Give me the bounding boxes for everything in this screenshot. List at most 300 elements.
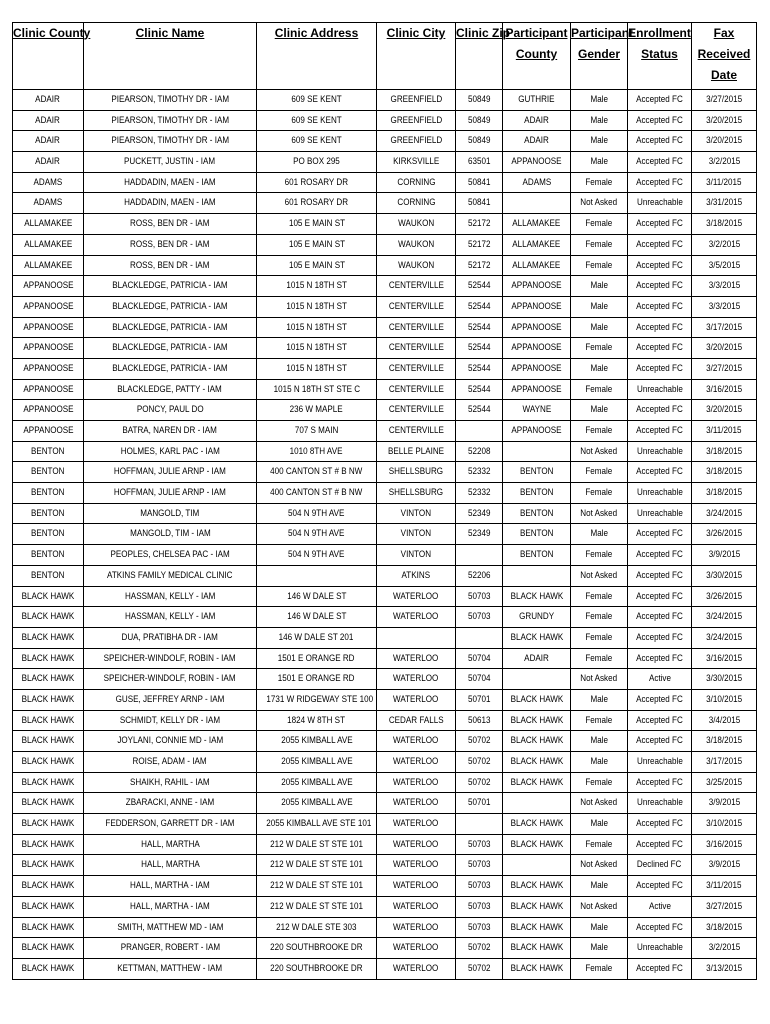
table-row	[13, 958, 757, 979]
cell-text: 50613	[467, 714, 491, 726]
cell-text: Male	[590, 818, 608, 830]
cell-county	[13, 379, 84, 400]
cell-text: Female	[585, 238, 613, 250]
cell-county	[13, 772, 84, 793]
cell-address	[257, 193, 377, 214]
cell-text: 50703	[467, 921, 491, 933]
cell-text: 52544	[467, 362, 491, 374]
cell-county	[13, 214, 84, 235]
cell-pcounty	[503, 876, 571, 897]
cell-text: SHELLSBURG	[388, 487, 444, 499]
cell-address	[257, 834, 377, 855]
cell-status	[628, 669, 692, 690]
cell-status	[628, 421, 692, 442]
cell-text: ROSS, BEN DR - IAM	[130, 238, 210, 250]
cell-status	[628, 772, 692, 793]
cell-text: APPANOOSE	[511, 425, 562, 436]
cell-pcounty	[503, 855, 571, 876]
cell-text: WATERLOO	[393, 921, 439, 933]
cell-status	[628, 317, 692, 338]
cell-name	[84, 524, 257, 545]
cell-fax	[692, 317, 757, 338]
cell-zip	[456, 938, 503, 959]
cell-zip	[456, 958, 503, 979]
cell-text: 50703	[467, 611, 491, 623]
cell-status	[628, 400, 692, 421]
cell-status	[628, 110, 692, 131]
cell-text: 400 CANTON ST # B NW	[270, 466, 363, 478]
cell-gender	[571, 917, 628, 938]
cell-address	[257, 152, 377, 173]
cell-text: BLACK HAWK	[21, 962, 75, 974]
cell-text: Unreachable	[636, 756, 683, 767]
cell-fax	[692, 855, 757, 876]
cell-county	[13, 586, 84, 607]
cell-city	[377, 586, 456, 607]
cell-text: 400 CANTON ST # B NW	[270, 487, 363, 499]
cell-text: Accepted FC	[636, 735, 683, 747]
cell-gender	[571, 524, 628, 545]
cell-zip	[456, 317, 503, 338]
table-row	[13, 545, 757, 566]
cell-address	[257, 855, 377, 876]
cell-text: Accepted FC	[636, 425, 683, 436]
cell-text: 3/9/2015	[708, 549, 740, 561]
cell-gender	[571, 441, 628, 462]
cell-text: Accepted FC	[636, 300, 683, 312]
cell-name	[84, 689, 257, 710]
cell-text: BLACK HAWK	[510, 880, 563, 892]
column-header-fax	[692, 23, 757, 90]
cell-text: 1015 N 18TH ST	[286, 321, 347, 333]
cell-pcounty	[503, 917, 571, 938]
cell-name	[84, 296, 257, 317]
cell-pcounty	[503, 834, 571, 855]
table-row	[13, 214, 757, 235]
cell-text: 3/16/2015	[706, 838, 742, 850]
cell-name	[84, 214, 257, 235]
cell-text: Female	[585, 218, 613, 230]
cell-text: APPANOOSE	[22, 321, 74, 333]
table-row	[13, 710, 757, 731]
cell-text: BELLE PLAINE	[387, 445, 445, 457]
cell-gender	[571, 193, 628, 214]
cell-status	[628, 648, 692, 669]
cell-text: HALL, MARTHA - IAM	[130, 880, 210, 892]
cell-text: BLACK HAWK	[510, 838, 563, 850]
cell-text: WATERLOO	[393, 756, 439, 767]
cell-gender	[571, 710, 628, 731]
cell-text: ADAMS	[522, 176, 551, 188]
cell-address	[257, 607, 377, 628]
cell-status	[628, 296, 692, 317]
cell-city	[377, 358, 456, 379]
cell-text: BENTON	[519, 487, 554, 499]
cell-fax	[692, 503, 757, 524]
cell-address	[257, 483, 377, 504]
cell-name	[84, 131, 257, 152]
cell-text: 3/18/2015	[706, 218, 742, 230]
cell-text: BLACKLEDGE, PATRICIA - IAM	[112, 321, 228, 333]
cell-text: Unreachable	[636, 445, 683, 457]
cell-text: Not Asked	[580, 507, 618, 519]
cell-text: 3/4/2015	[708, 714, 740, 726]
cell-text: 504 N 9TH AVE	[288, 528, 345, 540]
table-row	[13, 689, 757, 710]
cell-text: 52544	[467, 280, 491, 292]
cell-text: KETTMAN, MATTHEW - IAM	[117, 962, 223, 974]
cell-text: 63501	[467, 156, 491, 168]
cell-text: APPANOOSE	[22, 425, 74, 436]
cell-status	[628, 358, 692, 379]
cell-name	[84, 814, 257, 835]
cell-county	[13, 669, 84, 690]
column-header-text: Clinic City	[386, 26, 446, 40]
table-row	[13, 586, 757, 607]
cell-fax	[692, 358, 757, 379]
cell-fax	[692, 296, 757, 317]
cell-city	[377, 483, 456, 504]
cell-text: APPANOOSE	[22, 383, 74, 395]
cell-text: 3/24/2015	[706, 507, 742, 519]
column-header-text: Status	[641, 47, 678, 61]
cell-zip	[456, 524, 503, 545]
cell-county	[13, 731, 84, 752]
cell-text: GREENFIELD	[390, 135, 442, 147]
cell-city	[377, 503, 456, 524]
cell-zip	[456, 234, 503, 255]
cell-text: 3/10/2015	[706, 693, 742, 705]
cell-zip	[456, 110, 503, 131]
cell-text: WATERLOO	[393, 652, 439, 664]
cell-text: 212 W DALE STE 303	[276, 921, 357, 933]
cell-text: Female	[585, 776, 613, 788]
cell-address	[257, 462, 377, 483]
cell-text: 1015 N 18TH ST	[286, 300, 347, 312]
column-header-text: Participant	[505, 26, 568, 40]
cell-gender	[571, 752, 628, 773]
cell-pcounty	[503, 710, 571, 731]
cell-status	[628, 503, 692, 524]
cell-fax	[692, 255, 757, 276]
cell-text: WATERLOO	[393, 962, 439, 974]
cell-text: PO BOX 295	[293, 156, 340, 168]
cell-address	[257, 317, 377, 338]
cell-fax	[692, 90, 757, 111]
cell-fax	[692, 710, 757, 731]
cell-text: BLACK HAWK	[21, 900, 75, 912]
cell-text: 3/9/2015	[708, 859, 740, 871]
column-header-address	[257, 23, 377, 90]
cell-text: 105 E MAIN ST	[288, 218, 345, 230]
cell-fax	[692, 276, 757, 297]
cell-name	[84, 586, 257, 607]
cell-name	[84, 255, 257, 276]
cell-text: BLACKLEDGE, PATRICIA - IAM	[112, 280, 228, 292]
cell-city	[377, 752, 456, 773]
cell-text: BLACK HAWK	[21, 735, 75, 747]
cell-text: ADAIR	[35, 135, 61, 147]
table-row	[13, 565, 757, 586]
cell-text: Accepted FC	[636, 838, 683, 850]
cell-text: Female	[585, 590, 613, 602]
cell-county	[13, 627, 84, 648]
cell-text: ROSS, BEN DR - IAM	[130, 259, 210, 271]
cell-text: BENTON	[31, 445, 65, 457]
cell-text: APPANOOSE	[511, 156, 562, 168]
cell-gender	[571, 483, 628, 504]
cell-fax	[692, 834, 757, 855]
cell-pcounty	[503, 772, 571, 793]
cell-pcounty	[503, 317, 571, 338]
cell-fax	[692, 379, 757, 400]
cell-name	[84, 627, 257, 648]
cell-text: BENTON	[31, 528, 65, 540]
cell-pcounty	[503, 90, 571, 111]
cell-name	[84, 648, 257, 669]
cell-text: SPEICHER-WINDOLF, ROBIN - IAM	[104, 673, 236, 685]
table-row	[13, 917, 757, 938]
cell-city	[377, 855, 456, 876]
cell-text: APPANOOSE	[22, 300, 74, 312]
cell-text: 3/2/2015	[708, 238, 740, 250]
table-row	[13, 193, 757, 214]
cell-pcounty	[503, 358, 571, 379]
cell-county	[13, 648, 84, 669]
cell-text: 50849	[467, 114, 491, 126]
cell-city	[377, 607, 456, 628]
cell-name	[84, 896, 257, 917]
cell-city	[377, 462, 456, 483]
cell-status	[628, 607, 692, 628]
cell-status	[628, 379, 692, 400]
cell-pcounty	[503, 110, 571, 131]
cell-text: 220 SOUTHBROOKE DR	[270, 942, 363, 954]
cell-text: 2055 KIMBALL AVE	[280, 797, 353, 809]
cell-text: Female	[585, 962, 613, 974]
cell-name	[84, 483, 257, 504]
cell-text: 50704	[467, 652, 491, 664]
cell-zip	[456, 421, 503, 442]
cell-text: SCHMIDT, KELLY DR - IAM	[119, 714, 221, 726]
table-row	[13, 421, 757, 442]
cell-text: BLACK HAWK	[21, 590, 75, 602]
cell-text: Accepted FC	[636, 238, 683, 250]
cell-text: Accepted FC	[636, 652, 683, 664]
cell-fax	[692, 689, 757, 710]
cell-name	[84, 793, 257, 814]
cell-county	[13, 317, 84, 338]
cell-text: Male	[590, 114, 608, 126]
cell-text: 3/18/2015	[706, 445, 742, 457]
cell-address	[257, 958, 377, 979]
cell-text: CENTERVILLE	[388, 342, 444, 354]
cell-fax	[692, 462, 757, 483]
cell-county	[13, 814, 84, 835]
cell-text: BLACK HAWK	[510, 756, 563, 767]
cell-address	[257, 648, 377, 669]
cell-text: 3/24/2015	[706, 631, 742, 643]
cell-pcounty	[503, 421, 571, 442]
cell-text: Declined FC	[637, 859, 682, 871]
cell-status	[628, 214, 692, 235]
cell-city	[377, 421, 456, 442]
cell-text: HALL, MARTHA	[140, 859, 200, 871]
cell-pcounty	[503, 234, 571, 255]
cell-zip	[456, 131, 503, 152]
cell-text: Accepted FC	[636, 466, 683, 478]
cell-pcounty	[503, 669, 571, 690]
cell-text: WATERLOO	[393, 735, 439, 747]
cell-text: BLACK HAWK	[21, 652, 75, 664]
cell-fax	[692, 627, 757, 648]
cell-text: Female	[585, 466, 613, 478]
cell-county	[13, 524, 84, 545]
cell-text: Not Asked	[580, 569, 618, 581]
cell-text: BENTON	[519, 549, 554, 561]
cell-text: 3/27/2015	[706, 94, 742, 105]
cell-city	[377, 234, 456, 255]
cell-text: JOYLANI, CONNIE MD - IAM	[117, 735, 223, 747]
cell-text: CENTERVILLE	[388, 280, 444, 292]
cell-pcounty	[503, 503, 571, 524]
cell-name	[84, 669, 257, 690]
cell-city	[377, 255, 456, 276]
cell-status	[628, 752, 692, 773]
cell-text: BENTON	[31, 569, 65, 581]
cell-text: BENTON	[31, 466, 65, 478]
table-row	[13, 276, 757, 297]
table-body	[13, 90, 757, 980]
cell-text: Female	[585, 631, 613, 643]
cell-text: WAUKON	[397, 259, 435, 271]
cell-text: ADAIR	[524, 652, 549, 664]
cell-address	[257, 627, 377, 648]
table-row	[13, 358, 757, 379]
column-header-county	[13, 23, 91, 90]
cell-gender	[571, 876, 628, 897]
cell-text: 601 ROSARY DR	[284, 197, 349, 209]
cell-text: ALLAMAKEE	[512, 238, 561, 250]
cell-text: 50703	[467, 859, 491, 871]
cell-text: 50702	[467, 942, 491, 954]
cell-text: Accepted FC	[636, 404, 683, 416]
cell-text: Not Asked	[580, 673, 618, 685]
cell-text: Accepted FC	[636, 693, 683, 705]
cell-text: 3/26/2015	[706, 590, 742, 602]
cell-text: BLACK HAWK	[21, 859, 75, 871]
column-header-text: Received	[697, 47, 751, 61]
table-row	[13, 814, 757, 835]
cell-address	[257, 234, 377, 255]
cell-text: WAYNE	[522, 404, 551, 416]
cell-text: ATKINS	[401, 569, 431, 581]
cell-text: BLACKLEDGE, PATRICIA - IAM	[112, 362, 228, 374]
cell-county	[13, 876, 84, 897]
cell-gender	[571, 358, 628, 379]
cell-text: 3/13/2015	[706, 962, 742, 974]
cell-text: 3/20/2015	[706, 404, 742, 416]
cell-text: BENTON	[519, 528, 554, 540]
cell-text: CENTERVILLE	[388, 404, 444, 416]
cell-text: Not Asked	[580, 900, 618, 912]
cell-status	[628, 586, 692, 607]
cell-text: 3/9/2015	[708, 797, 740, 809]
table-row	[13, 834, 757, 855]
table-row	[13, 627, 757, 648]
cell-address	[257, 441, 377, 462]
cell-text: 3/10/2015	[706, 818, 742, 830]
cell-status	[628, 958, 692, 979]
cell-county	[13, 855, 84, 876]
cell-text: Accepted FC	[636, 218, 683, 230]
cell-gender	[571, 214, 628, 235]
column-header-zip	[456, 23, 510, 90]
cell-county	[13, 421, 84, 442]
cell-status	[628, 917, 692, 938]
cell-pcounty	[503, 814, 571, 835]
cell-text: 50849	[467, 94, 491, 105]
cell-name	[84, 338, 257, 359]
cell-fax	[692, 917, 757, 938]
cell-pcounty	[503, 648, 571, 669]
cell-text: FEDDERSON, GARRETT DR - IAM	[105, 818, 235, 830]
cell-text: Female	[585, 549, 613, 561]
cell-gender	[571, 648, 628, 669]
cell-text: 3/31/2015	[706, 197, 742, 209]
cell-text: Unreachable	[636, 197, 683, 209]
cell-text: HASSMAN, KELLY - IAM	[124, 590, 216, 602]
cell-city	[377, 793, 456, 814]
cell-city	[377, 938, 456, 959]
cell-text: Accepted FC	[636, 549, 683, 561]
cell-city	[377, 214, 456, 235]
cell-text: 3/11/2015	[706, 880, 742, 892]
column-header-text: Clinic Address	[274, 26, 359, 40]
cell-text: 236 W MAPLE	[290, 404, 343, 416]
cell-text: BLACK HAWK	[21, 756, 75, 767]
cell-zip	[456, 400, 503, 421]
cell-text: ADAMS	[33, 197, 63, 209]
cell-text: CENTERVILLE	[388, 300, 444, 312]
cell-address	[257, 938, 377, 959]
cell-text: 50849	[467, 135, 491, 147]
cell-text: GRUNDY	[518, 611, 554, 623]
cell-name	[84, 545, 257, 566]
cell-status	[628, 689, 692, 710]
cell-text: VINTON	[400, 528, 432, 540]
cell-text: WATERLOO	[393, 590, 439, 602]
cell-text: 146 W DALE ST 201	[279, 631, 354, 643]
cell-text: Female	[585, 714, 613, 726]
cell-text: Unreachable	[636, 487, 683, 499]
cell-pcounty	[503, 483, 571, 504]
cell-text: Not Asked	[580, 445, 618, 457]
cell-text: Accepted FC	[636, 962, 683, 974]
cell-pcounty	[503, 689, 571, 710]
cell-zip	[456, 565, 503, 586]
cell-name	[84, 855, 257, 876]
cell-text: 1824 W 8TH ST	[287, 714, 346, 726]
cell-text: HOFFMAN, JULIE ARNP - IAM	[113, 466, 227, 478]
cell-text: 601 ROSARY DR	[284, 176, 349, 188]
cell-gender	[571, 731, 628, 752]
cell-city	[377, 379, 456, 400]
cell-name	[84, 958, 257, 979]
cell-status	[628, 276, 692, 297]
cell-zip	[456, 689, 503, 710]
cell-text: 52349	[467, 528, 491, 540]
